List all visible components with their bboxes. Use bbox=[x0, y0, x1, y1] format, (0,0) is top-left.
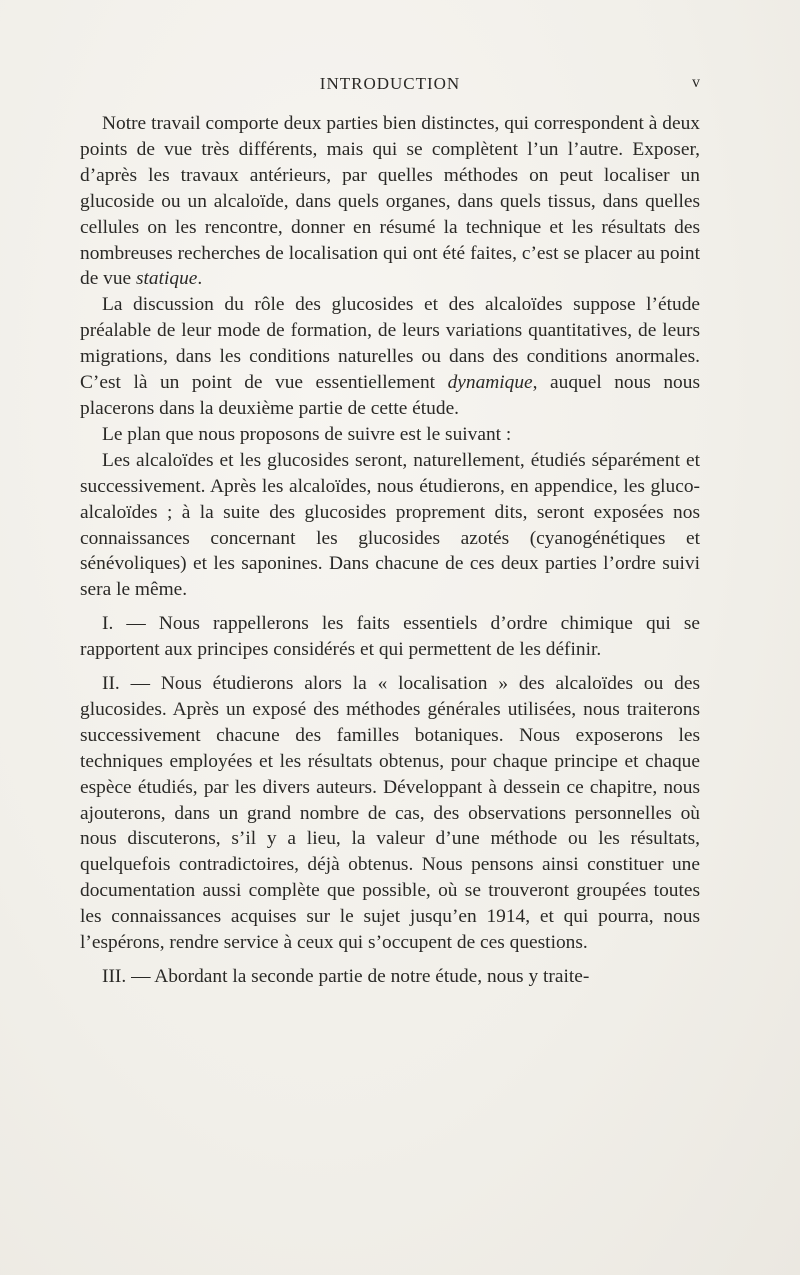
paragraph-plan: Le plan que nous proposons de suivre est le suivant : bbox=[102, 423, 512, 445]
paragraph-text: Notre travail comporte deux parties bien distinctes, qui correspondent à deux points de vue très différents, mais qui se complètent l’un l’autre. Exposer, d’après les travaux antérieurs, par quelles méthodes on peut localiser un glucoside ou un alcaloïde, dans quels organes, dans quels tissus, dans quelles cellules on les rencontre, donner en résumé la technique et les résultats des nombreuses recherches de localisation qui ont été faites, c’est se placer au point de vue bbox=[80, 113, 700, 290]
paragraph-text: , auquel nous nous placerons dans la deuxième partie de cette étude. bbox=[80, 372, 700, 419]
emphasis-statique: statique bbox=[136, 268, 198, 290]
paragraph-dynamique bbox=[80, 292, 700, 422]
emphasis-dynamique: dynamique bbox=[447, 372, 533, 394]
paragraph-section-2: II. — Nous étudierons alors la « localisation » des alcaloïdes ou des glucosides. Après un exposé des méthodes générales utilisées, nous traiterons successivement chacune des familles botaniques. Nous exposerons les techniques employées et les résultats obtenus, pour chaque principe et chaque espèce étudiés, par les divers auteurs. Développant à dessein ce chapitre, nous ajouterons, dans un grand nombre de cas, des observations personnelles où nous discuterons, s’il y a lieu, la valeur d’une méthode ou les résultats, quelquefois contradictoires, déjà obtenus. Nous pensons ainsi constituer une documentation aussi complète que possible, où se trouveront groupées toutes les connaissances acquises sur le sujet jusqu’en 1914, et qui pourra, nous l’espérons, rendre service à ceux qui s’occupent de ces questions. bbox=[80, 673, 700, 954]
page-number: v bbox=[692, 74, 700, 91]
paragraph-statique bbox=[80, 111, 700, 292]
paragraph-order: Les alcaloïdes et les glucosides seront, naturellement, étudiés séparément et successivement. Après les alcaloïdes, nous étudierons, en appendice, les gluco-alcaloïdes ; à la suite des glucosides proprement dits, seront exposées nos connaissances concernant les glucosides azotés (cyanogénétiques et sénévoliques) et les saponines. Dans chacune de ces deux parties l’ordre suivi sera le même. bbox=[80, 449, 700, 601]
paragraph-text: La discussion du rôle des glucosides et des alcaloïdes suppose l’étude préalable de leur mode de formation, de leurs variations quantitatives, de leurs migrations, dans les conditions naturelles ou dans des conditions anormales. C’est là un point de vue essentiellement bbox=[80, 294, 700, 394]
body-text bbox=[80, 111, 700, 990]
paragraph-section-3: III. — Abordant la seconde partie de notre étude, nous y traite- bbox=[102, 966, 590, 987]
paragraph-section-1: I. — Nous rappellerons les faits essentiels d’ordre chimique qui se rapportent aux principes considérés et qui permettent de les définir. bbox=[80, 613, 700, 661]
running-title: INTRODUCTION bbox=[319, 74, 461, 93]
paragraph-text: . bbox=[197, 268, 203, 290]
page-header bbox=[80, 74, 700, 98]
